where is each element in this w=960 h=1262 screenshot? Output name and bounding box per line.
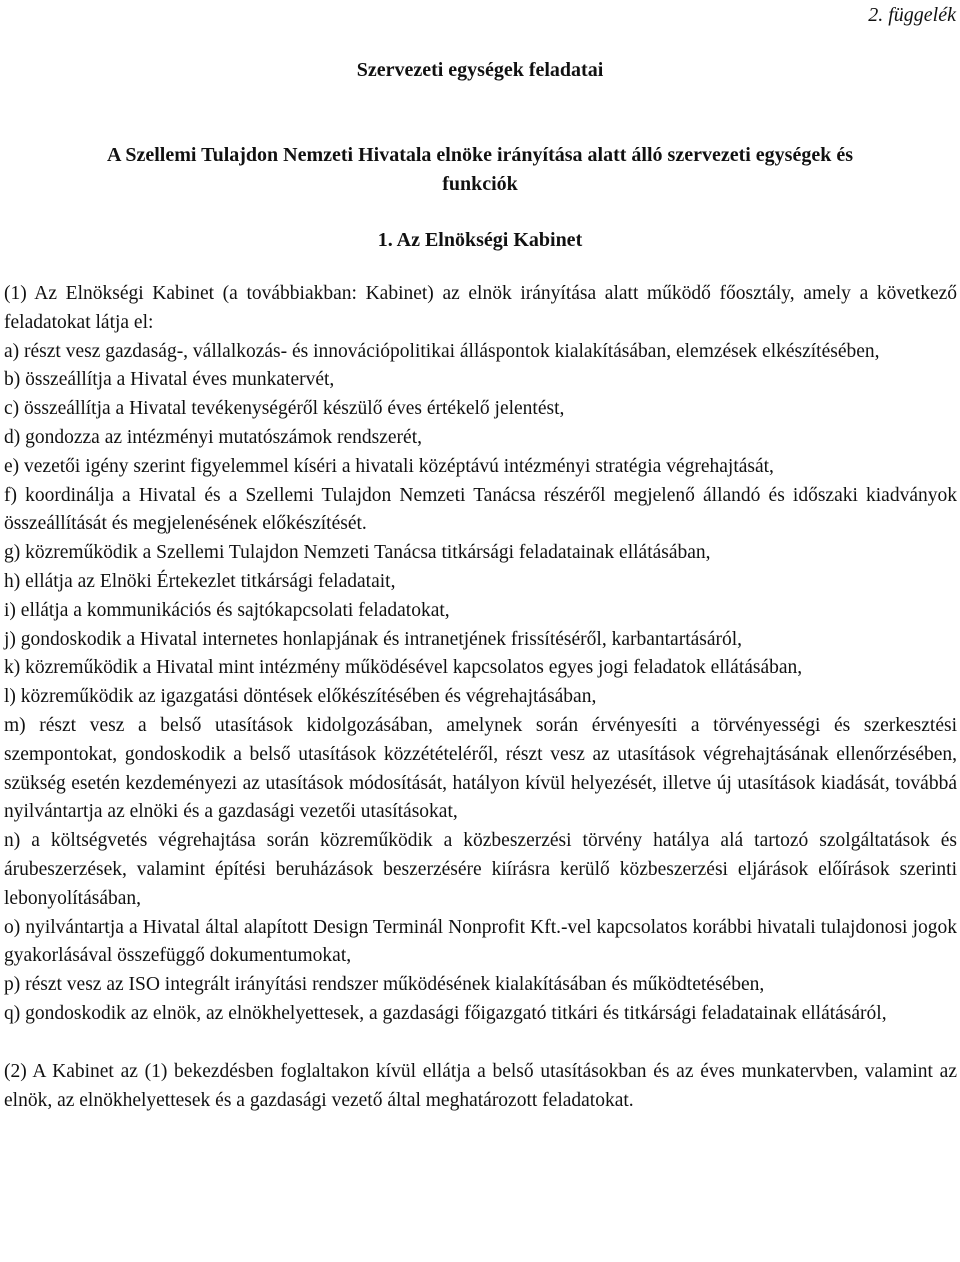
section-heading: 1. Az Elnökségi Kabinet — [377, 229, 583, 251]
list-item-e: e) vezetői igény szerint figyelemmel kíséri a hivatali középtávú intézményi stratégia végrehajtását, — [4, 455, 774, 477]
list-item-f: f) koordinálja a Hivatal és a Szellemi Tulajdon Nemzeti Tanácsa részéről megjelenő állandó és időszaki kiadványok összeállítását és megjelenésének előkészítését. — [4, 484, 957, 535]
list-item-h: h) ellátja az Elnöki Értekezlet titkársági feladatait, — [4, 570, 396, 592]
list-item-m: m) részt vesz a belső utasítások kidolgozásában, amelynek során érvényesíti a törvényességi és szerkesztési szempontokat, gondoskodik a belső utasítások közzétételéről, részt vesz az utasítások végrehajtásának ellenőrzésében, szükség esetén kezdeményezi az utasítások módosítását, hatályon kívül helyezését, illetve új utasítások kiadását, továbbá nyilvántartja az elnöki és a gazdasági vezetői utasításokat, — [4, 714, 957, 823]
list-item-q: q) gondoskodik az elnök, az elnökhelyettesek, a gazdasági főigazgató titkári és titkársági feladatainak ellátásáról, — [4, 1002, 887, 1024]
list-item-p: p) részt vesz az ISO integrált irányítási rendszer működésének kialakításában és működtetésében, — [4, 974, 765, 996]
list-item-n: n) a költségvetés végrehajtása során közreműködik a közbeszerzési törvény hatálya alá tartozó szolgáltatások és árubeszerzések, valamint építési beruházások beszerzésére kiírásra kerülő közbeszerzési eljárások előírások szerinti lebonyolításában, — [4, 830, 957, 909]
document-subtitle: A Szellemi Tulajdon Nemzeti Hivatala elnöke irányítása alatt álló szervezeti egységek és funkciók — [107, 144, 853, 195]
list-item-k: k) közreműködik a Hivatal mint intézmény működésével kapcsolatos egyes jogi feladatok ellátásában, — [4, 657, 803, 679]
list-item-a: a) részt vesz gazdaság-, vállalkozás- és innovációpolitikai álláspontok kialakításában, elemzések elkészítésében, — [4, 340, 880, 362]
document-title: Szervezeti egységek feladatai — [356, 59, 604, 81]
list-item-l: l) közreműködik az igazgatási döntések előkészítésében és végrehajtásában, — [4, 686, 597, 708]
appendix-label: 2. függelék — [868, 4, 956, 26]
document-body — [4, 280, 957, 1115]
paragraph-2: (2) A Kabinet az (1) bekezdésben foglaltakon kívül ellátja a belső utasításokban és az éves munkatervben, valamint az elnök, az elnökhelyettesek és a gazdasági vezető által meghatározott feladatokat. — [4, 1060, 957, 1111]
list-item-c: c) összeállítja a Hivatal tevékenységéről készülő éves értékelő jelentést, — [4, 398, 565, 420]
list-item-b: b) összeállítja a Hivatal éves munkatervét, — [4, 369, 335, 391]
list-item-d: d) gondozza az intézményi mutatószámok rendszerét, — [4, 426, 422, 448]
paragraph-intro: (1) Az Elnökségi Kabinet (a továbbiakban: Kabinet) az elnök irányítása alatt működő főosztály, amely a következő feladatokat látja el: — [4, 283, 957, 333]
list-item-o: o) nyilvántartja a Hivatal által alapított Design Terminál Nonprofit Kft.-vel kapcsolatos korábbi hivatali tulajdonosi jogok gyakorlásával összefüggő dokumentumokat, — [4, 916, 957, 967]
list-item-g: g) közreműködik a Szellemi Tulajdon Nemzeti Tanácsa titkársági feladatainak ellátásában, — [4, 542, 711, 564]
list-item-j: j) gondoskodik a Hivatal internetes honlapjának és intranetjének frissítéséről, karbantartásáról, — [4, 628, 743, 650]
list-item-i: i) ellátja a kommunikációs és sajtókapcsolati feladatokat, — [4, 599, 450, 621]
